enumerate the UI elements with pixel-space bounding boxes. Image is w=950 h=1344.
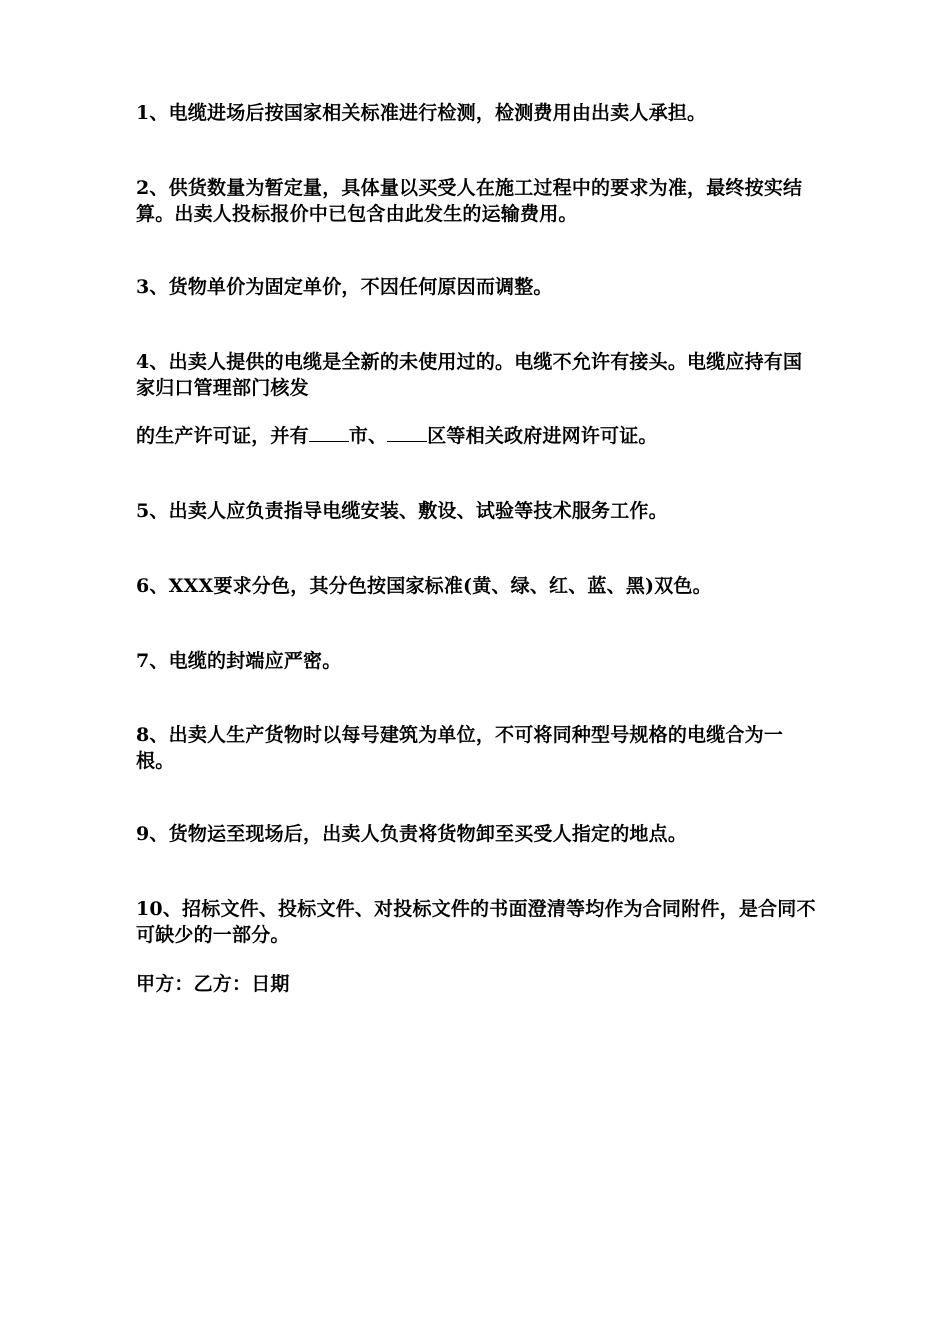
clause-4-license-line [136, 423, 816, 449]
city-blank [309, 423, 349, 442]
clause-3: 3、货物单价为固定单价，不因任何原因而调整。 [136, 276, 553, 298]
clause-8: 8、出卖人生产货物时以每号建筑为单位，不可将同种型号规格的电缆合为一根。 [136, 724, 784, 772]
license-text-2: 市、 [348, 425, 388, 447]
clause-2: 2、供货数量为暂定量，具体量以买受人在施工过程中的要求为准，最终按实结算。出卖人投标报价中已包含由此发生的运输费用。 [136, 177, 803, 225]
signature-line: 甲方：乙方：日期 [136, 973, 290, 995]
license-text-1: 的生产许可证，并有 [136, 425, 309, 447]
clause-5: 5、出卖人应负责指导电缆安装、敷设、试验等技术服务工作。 [136, 500, 668, 522]
clause-7: 7、电缆的封端应严密。 [136, 650, 342, 672]
clause-4: 4、出卖人提供的电缆是全新的未使用过的。电缆不允许有接头。电缆应持有国家归口管理部门核发 [136, 351, 803, 399]
clause-9: 9、货物运至现场后，出卖人负责将货物卸至买受人指定的地点。 [136, 823, 688, 845]
clause-10: 10、招标文件、投标文件、对投标文件的书面澄清等均作为合同附件，是合同不可缺少的一部分。 [136, 898, 816, 946]
clause-6: 6、XXX要求分色，其分色按国家标准(黄、绿、红、蓝、黑)双色。 [136, 575, 712, 597]
clause-1: 1、电缆进场后按国家相关标准进行检测，检测费用由出卖人承担。 [136, 102, 707, 124]
district-blank [387, 423, 427, 442]
license-text-3: 区等相关政府进网许可证。 [427, 425, 658, 447]
